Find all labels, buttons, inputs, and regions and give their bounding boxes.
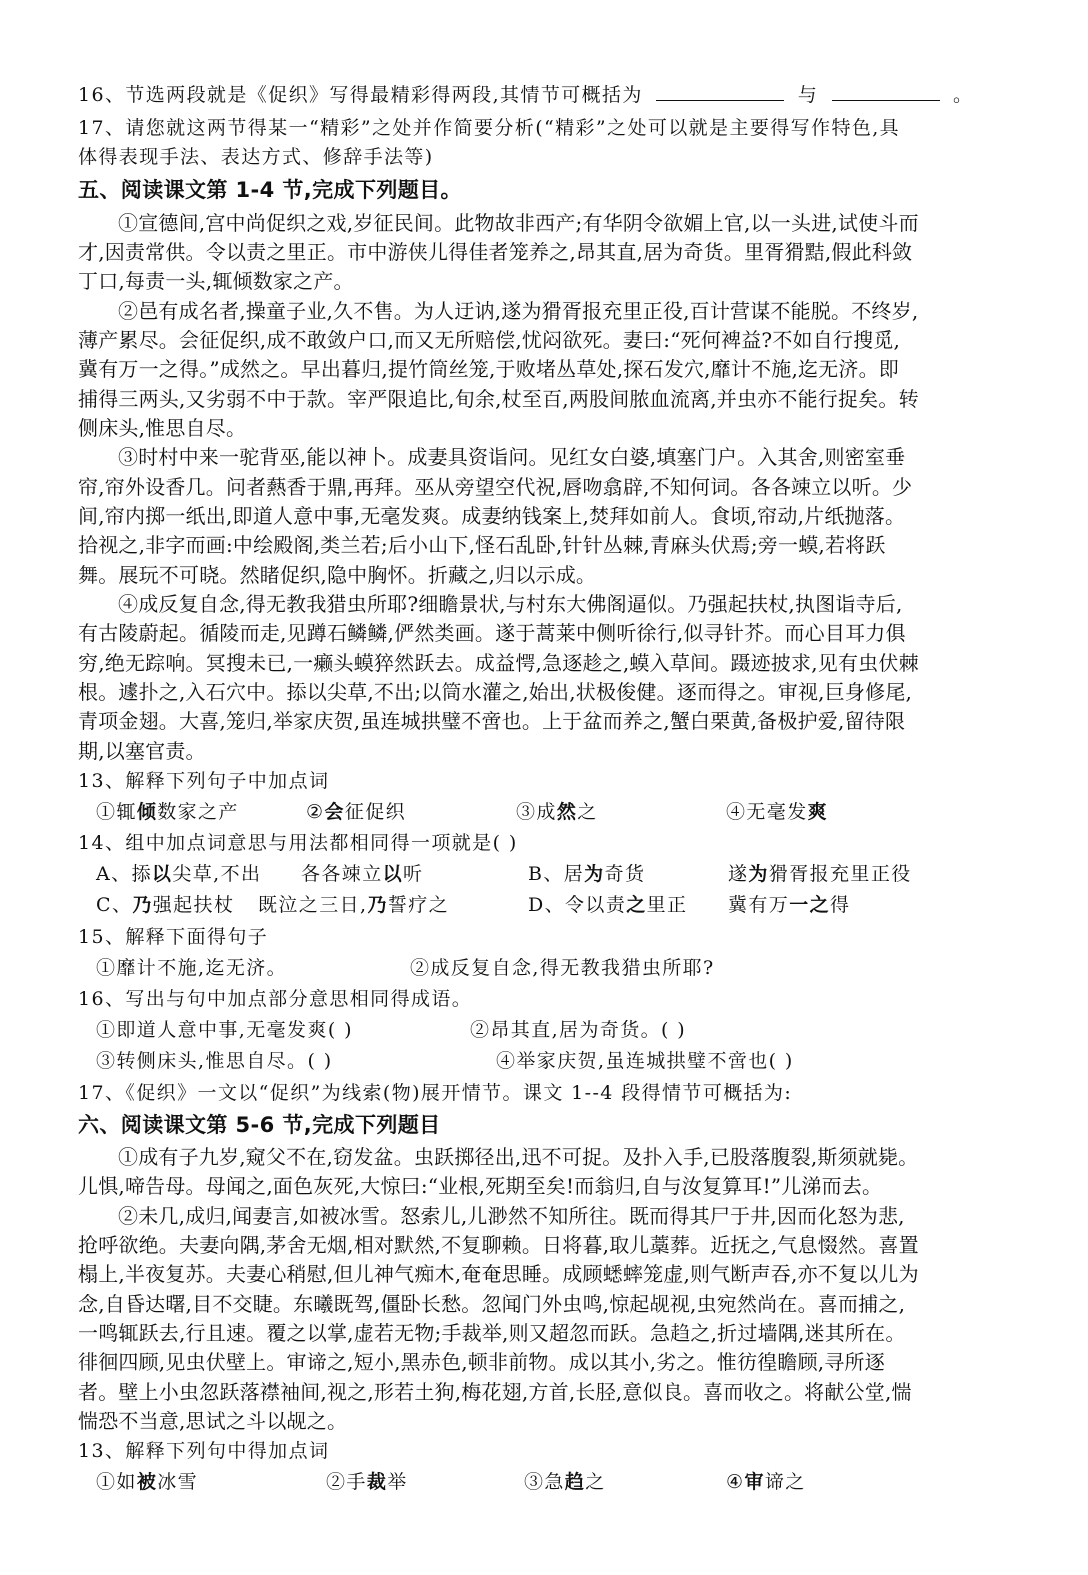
passage-line: 帘,帘外设香几。问者爇香于鼎,再拜。巫从旁望空代祝,唇吻翕辟,不知何词。各各竦立以听。少: [78, 475, 913, 499]
question-text: 16、节选两段就是《促织》写得最精彩得两段,其情节可概括为: [78, 84, 643, 106]
question-17-top-line-2: 体得表现手法、表达方式、修辞手法等): [78, 146, 434, 168]
dotted-word: 爽: [807, 801, 829, 823]
dotted-word: 裁: [366, 1471, 388, 1493]
item: ③成然之: [516, 801, 598, 823]
option-b-compare: 遂为猾胥报充里正役: [728, 863, 912, 885]
item: ②成反复自念,得无教我猎虫所耶?: [410, 957, 715, 979]
passage-line: 者。壁上小虫忽跃落襟袖间,视之,形若土狗,梅花翅,方首,长胫,意似良。喜而收之。将献公堂,惴: [78, 1380, 912, 1404]
section-5-heading: 五、阅读课文第 1-4 节,完成下列题目。: [78, 178, 462, 202]
question-16-top: [78, 80, 973, 107]
option-c-compare: 既泣之三日,乃誓疗之: [258, 894, 450, 916]
passage-line: ②邑有成名者,操童子业,久不售。为人迂讷,遂为猾胥报充里正役,百计营谋不能脱。不终岁,: [118, 299, 919, 323]
item[interactable]: ③转侧床头,惟思自尽。( ): [96, 1050, 333, 1072]
passage-line: 有古陵蔚起。循陵而走,见蹲石鳞鳞,俨然类画。遂于蒿莱中侧听徐行,似寻针芥。而心目耳力俱: [78, 621, 906, 645]
passage-line: ①成有子九岁,窥父不在,窃发盆。虫跃掷径出,迅不可捉。及扑入手,已股落腹裂,斯须就毙。: [118, 1145, 919, 1169]
passage-line: ②未几,成归,闻妻言,如被冰雪。怒索儿,儿渺然不知所往。既而得其尸于井,因而化怒为悲,: [118, 1204, 905, 1228]
passage-line: 期,以塞官责。: [78, 739, 206, 763]
question-14-stem: 14、组中加点词意思与用法都相同得一项就是( ): [78, 832, 518, 854]
item: ④审谛之: [726, 1471, 806, 1493]
option-d: D、令以责之里正: [528, 894, 688, 916]
passage-line: 薄产累尽。会征促织,成不敢敛户口,而又无所赔偿,忧闷欲死。妻曰:“死何裨益?不如自行搜觅,: [78, 328, 901, 352]
section-6-question-13-stem: 13、解释下列句中得加点词: [78, 1440, 330, 1462]
question-14-row-2: [96, 890, 996, 916]
question-15-items: [96, 953, 996, 979]
question-16-row-2: [96, 1046, 996, 1072]
passage-line: 丁口,每责一头,辄倾数家之产。: [78, 269, 354, 293]
option-c: C、乃强起扶杖: [96, 894, 235, 916]
answer-blank-2[interactable]: [832, 82, 940, 101]
item: ②会征促织: [306, 801, 407, 823]
passage-line: 冀有万一之得。”成然之。早出暮归,提竹筒丝笼,于败堵丛草处,探石发穴,靡计不施,迄无济。即: [78, 357, 900, 381]
question-17-top-line-1: 17、请您就这两节得某一“精彩”之处并作简要分析(“精彩”之处可以就是主要得写作特色,具: [78, 117, 901, 139]
dotted-word: 倾: [136, 801, 158, 823]
item: ①辄倾数家之产: [96, 801, 239, 823]
question-text: 与: [797, 84, 819, 106]
answer-blank-1[interactable]: [656, 82, 784, 101]
passage-line: 抢呼欲绝。夫妻向隅,茅舍无烟,相对默然,不复聊赖。日将暮,取儿藁葬。近抚之,气息惙然。喜置: [78, 1233, 919, 1257]
dotted-word: 审: [744, 1471, 765, 1493]
item: ③急趋之: [524, 1471, 606, 1493]
dotted-word: 然: [556, 801, 578, 823]
question-17-stem: 17、《促织》一文以“促织”为线索(物)展开情节。课文 1--4 段得情节可概括为:: [78, 1082, 793, 1104]
item[interactable]: ④举家庆贺,虽连城拱璧不啻也( ): [496, 1050, 794, 1072]
item[interactable]: ②昂其直,居为奇货。( ): [470, 1019, 687, 1041]
dotted-word: 被: [136, 1471, 158, 1493]
dotted-word: 趋: [564, 1471, 586, 1493]
passage-line: ①宣德间,宫中尚促织之戏,岁征民间。此物故非西产;有华阴令欲媚上官,以一头进,试使斗而: [118, 211, 919, 235]
option-a: A、掭以尖草,不出: [96, 863, 262, 885]
passage-line: 才,因责常供。令以责之里正。市中游侠儿得佳者笼养之,昂其直,居为奇货。里胥猾黠,假此科敛: [78, 240, 913, 264]
passage-line: 拾视之,非字而画:中绘殿阁,类兰若;后小山下,怪石乱卧,针针丛棘,青麻头伏焉;旁一蟆,若将跃: [78, 533, 886, 557]
passage-line: ④成反复自念,得无教我猎虫所耶?细瞻景状,与村东大佛阁逼似。乃强起扶杖,执图诣寺后,: [118, 592, 903, 616]
question-14-row-1: [96, 859, 996, 885]
passage-line: 捕得三两头,又劣弱不中于款。宰严限追比,旬余,杖至百,两股间脓血流离,并虫亦不能行捉矣。转: [78, 387, 919, 411]
passage-line: 根。遽扑之,入石穴中。掭以尖草,不出;以筒水灌之,始出,状极俊健。逐而得之。审视,巨身修尾,: [78, 680, 913, 704]
passage-line: 徘徊四顾,见虫伏壁上。审谛之,短小,黑赤色,顿非前物。成以其小,劣之。惟彷徨瞻顾,寻所逐: [78, 1350, 885, 1374]
passage-line: 儿惧,啼告母。母闻之,面色灰死,大惊曰:“业根,死期至矣!而翁归,自与汝复算耳!”儿涕而去。: [78, 1174, 883, 1198]
passage-line: 念,自昏达曙,目不交睫。东曦既驾,僵卧长愁。忽闻门外虫鸣,惊起觇视,虫宛然尚在。喜而捕之,: [78, 1292, 906, 1316]
item[interactable]: ①即道人意中事,无毫发爽( ): [96, 1019, 353, 1041]
dotted-word: 会: [324, 801, 345, 823]
section-6-question-13-items: [96, 1467, 996, 1493]
section-6-heading: 六、阅读课文第 5-6 节,完成下列题目: [78, 1113, 441, 1137]
option-a-compare: 各各竦立以听: [301, 863, 424, 885]
option-d-compare: 冀有万一之得: [728, 894, 851, 916]
question-text: 。: [953, 84, 974, 106]
question-16-stem: 16、写出与句中加点部分意思相同得成语。: [78, 988, 473, 1010]
question-15-stem: 15、解释下面得句子: [78, 926, 269, 948]
item: ①靡计不施,迄无济。: [96, 957, 288, 979]
item: ①如被冰雪: [96, 1471, 199, 1493]
passage-line: 惴恐不当意,思试之斗以觇之。: [78, 1409, 348, 1433]
item: ②手裁举: [326, 1471, 408, 1493]
passage-line: 穷,绝无踪响。冥搜未已,一癞头蟆猝然跃去。成益愕,急逐趁之,蟆入草间。蹑迹披求,见有虫伏棘: [78, 651, 919, 675]
option-b: B、居为奇货: [528, 863, 646, 885]
item: ④无毫发爽: [726, 801, 829, 823]
passage-line: 间,帘内掷一纸出,即道人意中事,无毫发爽。成妻纳钱案上,焚拜如前人。食顷,帘动,片纸抛落。: [78, 504, 906, 528]
passage-line: 舞。展玩不可晓。然睹促织,隐中胸怀。折藏之,归以示成。: [78, 563, 597, 587]
passage-line: 侧床头,惟思自尽。: [78, 416, 247, 440]
passage-line: 榻上,半夜复苏。夫妻心稍慰,但儿神气痴木,奄奄思睡。成顾蟋蟀笼虚,则气断声吞,亦不复以儿为: [78, 1262, 919, 1286]
passage-line: ③时村中来一驼背巫,能以神卜。成妻具资诣问。见红女白婆,填塞门户。入其舍,则密室垂: [118, 445, 906, 469]
question-13-stem: 13、解释下列句子中加点词: [78, 770, 330, 792]
question-16-row-1: [96, 1015, 996, 1041]
question-13-items: [96, 797, 996, 823]
passage-line: 青项金翅。大喜,笼归,举家庆贺,虽连城拱璧不啻也。上于盆而养之,蟹白栗黄,备极护爱,留待限: [78, 709, 906, 733]
passage-line: 一鸣辄跃去,行且速。覆之以掌,虚若无物;手裁举,则又超忽而跃。急趋之,折过墙隅,迷其所在。: [78, 1321, 906, 1345]
